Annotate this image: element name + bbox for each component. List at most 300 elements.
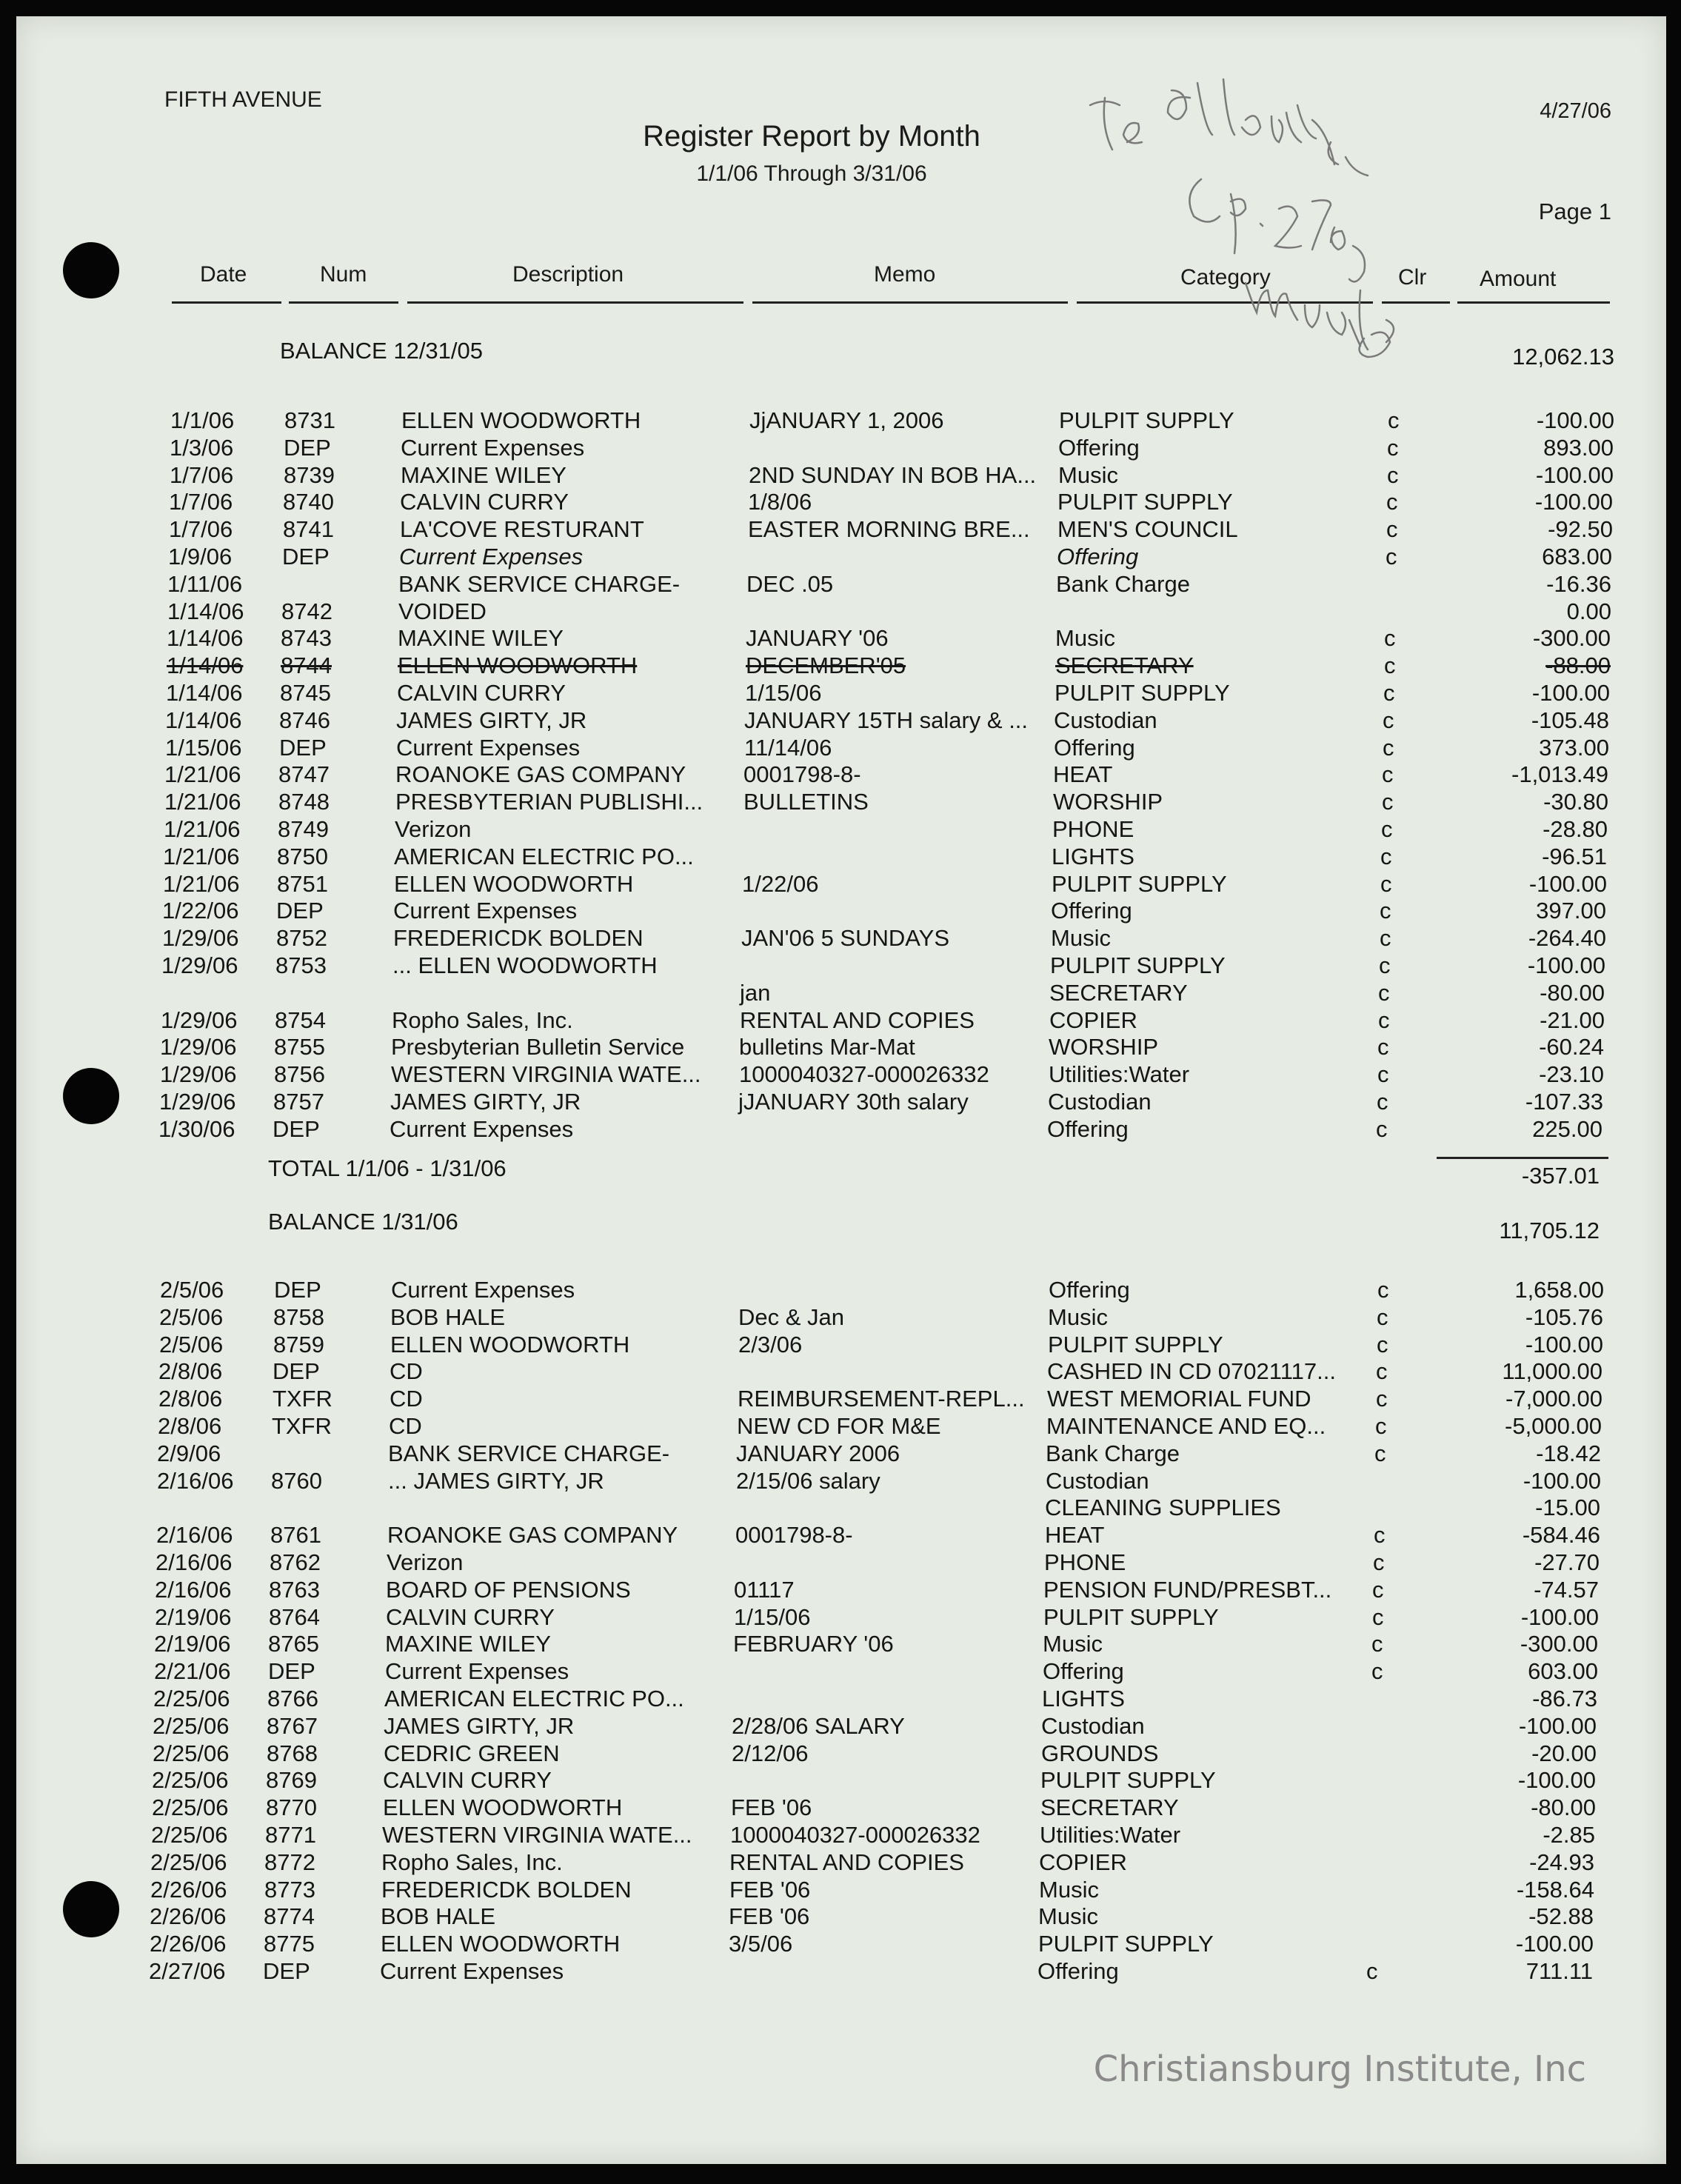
cell-amt: -300.00	[1520, 1631, 1598, 1657]
cell-desc: FREDERICDK BOLDEN	[381, 1876, 632, 1903]
cell-desc: Current Expenses	[391, 1277, 575, 1303]
cell-num: TXFR	[273, 1386, 332, 1412]
cell-clr: c	[1384, 625, 1396, 652]
cell-desc: Current Expenses	[393, 898, 578, 924]
cell-desc: CALVIN CURRY	[400, 489, 569, 515]
cell-cat: PULPIT SUPPLY	[1052, 870, 1227, 897]
cell-cat: Music	[1038, 1903, 1098, 1930]
cell-date: 1/29/06	[159, 1089, 236, 1115]
cell-amt: -158.64	[1516, 1876, 1594, 1903]
cell-date: 1/29/06	[161, 952, 238, 978]
page-number: Page 1	[1538, 198, 1611, 224]
cell-memo: RENTAL AND COPIES	[729, 1849, 964, 1875]
cell-amt: -100.00	[1531, 680, 1610, 706]
cell-num: 8775	[264, 1931, 315, 1957]
cell-amt: -105.76	[1525, 1303, 1603, 1330]
table-row	[3, 1440, 1653, 1468]
cell-memo: 3/5/06	[729, 1931, 793, 1957]
table-row	[5, 1332, 1655, 1359]
cell-desc: WESTERN VIRGINIA WATE...	[391, 1061, 701, 1088]
table-row	[0, 1877, 1646, 1904]
cell-amt: -300.00	[1532, 625, 1611, 652]
cell-cat: PHONE	[1052, 816, 1134, 842]
cell-memo: 1/15/06	[734, 1603, 811, 1630]
table-row	[6, 1034, 1656, 1061]
cell-memo: 2/28/06 SALARY	[732, 1712, 905, 1739]
cell-num: 8749	[278, 816, 329, 842]
cell-num: 8771	[265, 1822, 316, 1848]
cell-num: 8745	[280, 680, 331, 706]
cell-amt: -100.00	[1520, 1603, 1599, 1630]
cell-clr: c	[1387, 434, 1399, 461]
cell-cat: CLEANING SUPPLIES	[1045, 1495, 1281, 1521]
cell-clr: c	[1377, 1331, 1388, 1358]
cell-cat: PULPIT SUPPLY	[1040, 1767, 1216, 1794]
table-row	[11, 707, 1661, 735]
cell-cat: PULPIT SUPPLY	[1055, 680, 1230, 706]
cell-amt: -100.00	[1527, 952, 1605, 978]
cell-clr: c	[1382, 789, 1394, 815]
cell-amt: -21.00	[1540, 1006, 1605, 1033]
table-row	[4, 1116, 1654, 1143]
report-title-text: Register Report by Month	[643, 120, 980, 153]
cell-date: 2/27/06	[149, 1958, 226, 1984]
table-row	[15, 516, 1665, 544]
cell-memo: 2/12/06	[732, 1740, 809, 1766]
cell-amt: -52.88	[1528, 1903, 1594, 1930]
cell-num: 8752	[276, 925, 327, 952]
cell-memo: 2/15/06 salary	[736, 1467, 880, 1494]
cell-date: 1/29/06	[160, 1061, 237, 1088]
table-row	[7, 952, 1657, 980]
cell-num: DEP	[279, 734, 327, 761]
cell-date: 2/25/06	[152, 1767, 229, 1794]
cell-cat: SECRETARY	[1055, 652, 1194, 679]
cell-cat: Offering	[1054, 734, 1135, 761]
cell-desc: Verizon	[395, 816, 472, 842]
table-row	[13, 598, 1663, 626]
table-row	[4, 1386, 1654, 1413]
table-row	[7, 980, 1657, 1007]
cell-date: 2/25/06	[153, 1740, 230, 1766]
cell-cat: CASHED IN CD 07021117...	[1047, 1358, 1336, 1385]
cell-desc: Current Expenses	[401, 434, 585, 461]
cell-clr: c	[1380, 925, 1391, 952]
cell-desc: Current Expenses	[380, 1958, 564, 1984]
cell-memo: JjANUARY 1, 2006	[749, 407, 944, 433]
cell-num: 8765	[268, 1631, 319, 1657]
cell-memo: 2/3/06	[738, 1331, 803, 1358]
cell-clr: c	[1371, 1658, 1383, 1685]
cell-date: 2/5/06	[159, 1303, 224, 1330]
report-range	[16, 161, 1666, 187]
table-row	[4, 1358, 1654, 1386]
cell-amt: -100.00	[1523, 1467, 1601, 1494]
cell-num: 8773	[264, 1876, 315, 1903]
cell-desc: LA'COVE RESTURANT	[400, 516, 644, 543]
cell-date: 1/3/06	[170, 434, 234, 461]
cell-desc: CALVIN CURRY	[383, 1767, 552, 1794]
cell-date: 1/1/06	[170, 407, 235, 433]
cell-memo: JAN'06 5 SUNDAYS	[741, 925, 949, 952]
cell-cat: GROUNDS	[1041, 1740, 1159, 1766]
table-row	[1, 1577, 1651, 1604]
table-row	[0, 1631, 1650, 1658]
cell-cat: WEST MEMORIAL FUND	[1047, 1386, 1311, 1412]
cell-date: 1/14/06	[167, 598, 244, 624]
cell-num: 8740	[283, 489, 334, 515]
cell-amt: -15.00	[1535, 1495, 1600, 1521]
cell-num: 8769	[266, 1767, 317, 1794]
cell-clr: c	[1380, 843, 1392, 869]
cell-desc: Ropho Sales, Inc.	[392, 1006, 573, 1033]
org-name: FIFTH AVENUE	[164, 87, 322, 112]
cell-desc: MAXINE WILEY	[385, 1631, 551, 1657]
cell-memo: jan	[740, 979, 771, 1006]
cell-date: 2/25/06	[150, 1849, 227, 1875]
cell-cat: PULPIT SUPPLY	[1059, 407, 1234, 433]
cell-cat: Custodian	[1046, 1467, 1149, 1494]
cell-cat: Music	[1051, 925, 1111, 952]
cell-date: 2/16/06	[156, 1549, 233, 1575]
cell-desc: FREDERICDK BOLDEN	[393, 925, 644, 952]
cell-cat: Offering	[1037, 1958, 1119, 1984]
cell-amt: -100.00	[1515, 1931, 1594, 1957]
cell-num: 8759	[273, 1331, 324, 1358]
cell-memo: JANUARY 2006	[736, 1440, 900, 1466]
table-row	[0, 1822, 1647, 1849]
cell-amt: 397.00	[1536, 898, 1606, 924]
cell-amt: 11,000.00	[1502, 1358, 1603, 1385]
cell-desc: ELLEN WOODWORTH	[390, 1331, 630, 1358]
table-row	[15, 489, 1665, 516]
cell-desc: ELLEN WOODWORTH	[381, 1931, 621, 1957]
cell-desc: AMERICAN ELECTRIC PO...	[394, 843, 694, 869]
cell-cat: Custodian	[1041, 1712, 1145, 1739]
cell-date: 2/8/06	[158, 1413, 222, 1439]
cell-date: 1/14/06	[166, 680, 243, 706]
cell-clr: c	[1376, 1358, 1388, 1385]
cell-cat: Music	[1058, 461, 1118, 488]
cell-cat: Bank Charge	[1046, 1440, 1180, 1466]
cell-amt: -92.50	[1548, 516, 1613, 543]
cell-clr: c	[1372, 1603, 1384, 1630]
cell-desc: BANK SERVICE CHARGE-	[388, 1440, 670, 1466]
table-row	[10, 789, 1660, 816]
cell-desc: ELLEN WOODWORTH	[383, 1794, 623, 1821]
table-row	[16, 435, 1665, 462]
cell-amt: -80.00	[1531, 1794, 1596, 1821]
cell-desc: MAXINE WILEY	[401, 461, 567, 488]
cell-clr: c	[1377, 1061, 1389, 1088]
cell-num: 8763	[269, 1576, 320, 1603]
cell-date: 1/14/06	[167, 625, 244, 652]
table-row	[0, 1713, 1648, 1740]
cell-cat: LIGHTS	[1052, 843, 1134, 869]
col-date: Date	[200, 262, 247, 287]
cell-date: 1/21/06	[163, 843, 240, 869]
cell-amt: 893.00	[1543, 434, 1614, 461]
cell-amt: -30.80	[1543, 789, 1608, 815]
cell-date: 1/29/06	[160, 1034, 237, 1061]
cell-date: 1/21/06	[164, 789, 241, 815]
cell-cat: HEAT	[1045, 1522, 1105, 1549]
table-row	[16, 462, 1665, 490]
table-row	[0, 1740, 1648, 1768]
cell-cat: PULPIT SUPPLY	[1050, 952, 1226, 978]
cell-memo: 2ND SUNDAY IN BOB HA...	[749, 461, 1037, 488]
cell-amt: -96.51	[1542, 843, 1607, 869]
cell-num: 8770	[266, 1794, 317, 1821]
cell-date: 2/5/06	[159, 1331, 224, 1358]
table-row	[0, 1767, 1648, 1794]
cell-num: 8753	[275, 952, 327, 978]
cell-amt: -7,000.00	[1505, 1386, 1603, 1412]
cell-num: 8755	[274, 1034, 325, 1061]
cell-memo: NEW CD FOR M&E	[737, 1413, 941, 1439]
rule-date	[172, 301, 281, 304]
rule-memo	[752, 301, 1068, 304]
table-row	[13, 571, 1663, 598]
cell-memo: FEB '06	[731, 1794, 812, 1821]
cell-clr: c	[1381, 816, 1393, 842]
cell-clr: c	[1373, 1549, 1385, 1575]
cell-date: 2/19/06	[155, 1603, 232, 1630]
cell-clr: c	[1376, 1386, 1388, 1412]
report-title	[16, 120, 1666, 153]
table-row	[0, 1794, 1648, 1822]
cell-amt: -100.00	[1517, 1767, 1596, 1794]
table-row	[0, 1686, 1649, 1713]
cell-amt: -23.10	[1539, 1061, 1604, 1088]
cell-clr: c	[1384, 652, 1396, 679]
table-row	[0, 1849, 1646, 1877]
jan-opening-balance-label: BALANCE 12/31/05	[280, 338, 484, 364]
cell-date: 1/30/06	[158, 1115, 235, 1142]
feb-opening-balance-value: 11,705.12	[1499, 1218, 1600, 1243]
cell-num: DEP	[268, 1658, 315, 1685]
cell-desc: JAMES GIRTY, JR	[396, 707, 587, 733]
cell-num: 8747	[278, 761, 330, 788]
rule-num	[289, 301, 398, 304]
cell-num: TXFR	[272, 1413, 332, 1439]
table-row	[0, 1658, 1650, 1686]
cell-num: 8743	[281, 625, 332, 652]
col-clr: Clr	[1398, 265, 1427, 290]
cell-cat: PENSION FUND/PRESBT...	[1043, 1576, 1332, 1603]
cell-num: 8764	[269, 1603, 320, 1630]
cell-cat: Music	[1039, 1876, 1099, 1903]
cell-num: 8739	[284, 461, 335, 488]
cell-desc: ... ELLEN WOODWORTH	[392, 952, 658, 978]
cell-clr: c	[1374, 1440, 1386, 1466]
cell-cat: Utilities:Water	[1040, 1822, 1181, 1848]
col-num: Num	[320, 262, 367, 287]
cell-date: 1/15/06	[165, 734, 242, 761]
cell-cat: SECRETARY	[1040, 1794, 1179, 1821]
cell-num: DEP	[282, 544, 330, 570]
cell-amt: -5,000.00	[1505, 1413, 1602, 1439]
cell-date: 2/19/06	[154, 1631, 231, 1657]
cell-clr: c	[1386, 516, 1398, 543]
cell-num: DEP	[273, 1358, 320, 1385]
cell-cat: COPIER	[1039, 1849, 1127, 1875]
cell-clr: c	[1386, 544, 1397, 570]
cell-amt: -100.00	[1518, 1712, 1597, 1739]
cell-amt: 711.11	[1525, 1958, 1593, 1984]
cell-amt: -27.70	[1534, 1549, 1600, 1575]
cell-cat: PULPIT SUPPLY	[1048, 1331, 1223, 1358]
cell-memo: FEB '06	[729, 1903, 810, 1930]
cell-num: 8750	[277, 843, 328, 869]
cell-num: 8767	[267, 1712, 318, 1739]
jan-opening-balance-value: 12,062.13	[1512, 344, 1614, 370]
cell-num: DEP	[273, 1115, 320, 1142]
cell-num: DEP	[276, 898, 324, 924]
cell-desc: Current Expenses	[396, 734, 581, 761]
cell-desc: BANK SERVICE CHARGE-	[398, 570, 681, 597]
cell-memo: 0001798-8-	[743, 761, 861, 788]
cell-clr: c	[1374, 1522, 1386, 1549]
cell-clr: c	[1377, 1277, 1389, 1303]
cell-clr: c	[1377, 1303, 1388, 1330]
cell-desc: CD	[390, 1386, 423, 1412]
cell-memo: 0001798-8-	[735, 1522, 853, 1549]
table-row	[2, 1522, 1652, 1549]
cell-memo: 11/14/06	[744, 734, 832, 761]
jan-total-value: -357.01	[1521, 1163, 1600, 1189]
cell-desc: BOARD OF PENSIONS	[386, 1576, 631, 1603]
cell-amt: 603.00	[1528, 1658, 1598, 1685]
cell-amt: -105.48	[1531, 707, 1609, 733]
cell-cat: WORSHIP	[1049, 1034, 1159, 1061]
table-row	[14, 544, 1664, 571]
cell-num: 8760	[271, 1467, 322, 1494]
cell-amt: -16.36	[1546, 570, 1611, 597]
table-row	[6, 1277, 1656, 1304]
cell-clr: c	[1376, 1115, 1388, 1142]
cell-desc: VOIDED	[398, 598, 487, 624]
table-row	[9, 844, 1659, 871]
report-range-text: 1/1/06 Through 3/31/06	[696, 161, 927, 186]
cell-clr: c	[1377, 1034, 1389, 1061]
cell-date: 1/29/06	[161, 1006, 238, 1033]
cell-desc: CD	[389, 1413, 422, 1439]
watermark: Christiansburg Institute, Inc	[1093, 2048, 1586, 2090]
cell-cat: Custodian	[1048, 1089, 1152, 1115]
cell-memo: 1/8/06	[748, 489, 812, 515]
cell-date: 1/14/06	[165, 707, 242, 733]
cell-memo: 01117	[734, 1576, 795, 1603]
binder-hole-top	[63, 242, 119, 298]
table-row	[0, 1931, 1645, 1958]
cell-amt: -20.00	[1531, 1740, 1597, 1766]
cell-date: 2/16/06	[155, 1576, 232, 1603]
total-rule	[1437, 1157, 1608, 1159]
cell-cat: Music	[1043, 1631, 1103, 1657]
table-row	[1, 1549, 1651, 1577]
cell-cat: WORSHIP	[1053, 789, 1163, 815]
cell-amt: -24.93	[1529, 1849, 1594, 1875]
cell-memo: bulletins Mar-Mat	[739, 1034, 915, 1061]
table-row	[10, 761, 1660, 789]
cell-date: 1/21/06	[164, 761, 241, 788]
rule-amount	[1457, 301, 1610, 304]
cell-cat: MAINTENANCE AND EQ...	[1046, 1413, 1326, 1439]
cell-memo: 1/22/06	[742, 870, 819, 897]
col-category: Category	[1180, 265, 1271, 290]
cell-num: 8746	[279, 707, 330, 733]
table-row	[0, 1958, 1645, 1986]
cell-desc: ELLEN WOODWORTH	[401, 407, 641, 433]
cell-cat: Music	[1055, 625, 1115, 652]
cell-cat: PULPIT SUPPLY	[1057, 489, 1233, 515]
cell-amt: -1,013.49	[1511, 761, 1608, 788]
cell-date: 2/26/06	[150, 1931, 227, 1957]
cell-date: 2/9/06	[157, 1440, 221, 1466]
cell-cat: Utilities:Water	[1049, 1061, 1190, 1088]
cell-date: 1/7/06	[169, 516, 233, 543]
cell-clr: c	[1380, 898, 1391, 924]
cell-amt: -2.85	[1543, 1822, 1595, 1848]
cell-num: 8772	[264, 1849, 315, 1875]
cell-desc: ROANOKE GAS COMPANY	[387, 1522, 678, 1549]
report-date: 4/27/06	[1540, 99, 1611, 123]
table-row	[1, 1604, 1651, 1632]
cell-clr: c	[1366, 1958, 1378, 1984]
cell-desc: CEDRIC GREEN	[384, 1740, 560, 1766]
table-row	[6, 1061, 1656, 1089]
cell-desc: BOB HALE	[390, 1303, 506, 1330]
cell-desc: ELLEN WOODWORTH	[394, 870, 634, 897]
cell-memo: 1000040327-000026332	[730, 1822, 980, 1848]
cell-date: 2/16/06	[156, 1522, 233, 1549]
cell-clr: c	[1371, 1631, 1383, 1657]
cell-desc: WESTERN VIRGINIA WATE...	[382, 1822, 692, 1848]
cell-date: 2/25/06	[152, 1794, 229, 1821]
table-row	[12, 680, 1662, 707]
cell-memo: FEBRUARY '06	[733, 1631, 894, 1657]
table-row	[13, 652, 1662, 680]
cell-date: 1/11/06	[167, 570, 243, 597]
cell-clr: c	[1377, 1089, 1388, 1115]
cell-amt: -28.80	[1543, 816, 1608, 842]
cell-num: 8774	[264, 1903, 315, 1930]
cell-amt: -18.42	[1536, 1440, 1601, 1466]
cell-cat: SECRETARY	[1049, 979, 1188, 1006]
rule-description	[407, 301, 743, 304]
cell-memo: DEC .05	[746, 570, 834, 597]
cell-num: 8754	[275, 1006, 326, 1033]
cell-desc: ROANOKE GAS COMPANY	[395, 761, 686, 788]
cell-clr: c	[1383, 734, 1394, 761]
cell-clr: c	[1378, 1006, 1390, 1033]
cell-amt: -100.00	[1535, 461, 1614, 488]
cell-cat: PHONE	[1044, 1549, 1126, 1575]
cell-memo: JANUARY '06	[746, 625, 889, 652]
handwritten-annotation	[1075, 76, 1416, 461]
cell-num: 8741	[283, 516, 334, 543]
table-row	[7, 1007, 1657, 1035]
cell-num: DEP	[274, 1277, 321, 1303]
cell-memo: 1/15/06	[745, 680, 822, 706]
table-row	[4, 1413, 1654, 1440]
cell-desc: PRESBYTERIAN PUBLISHI...	[395, 789, 704, 815]
jan-total-label: TOTAL 1/1/06 - 1/31/06	[268, 1155, 507, 1181]
cell-date: 1/29/06	[162, 925, 239, 952]
cell-memo: JANUARY 15TH salary & ...	[744, 707, 1029, 733]
cell-date: 2/8/06	[158, 1358, 223, 1385]
